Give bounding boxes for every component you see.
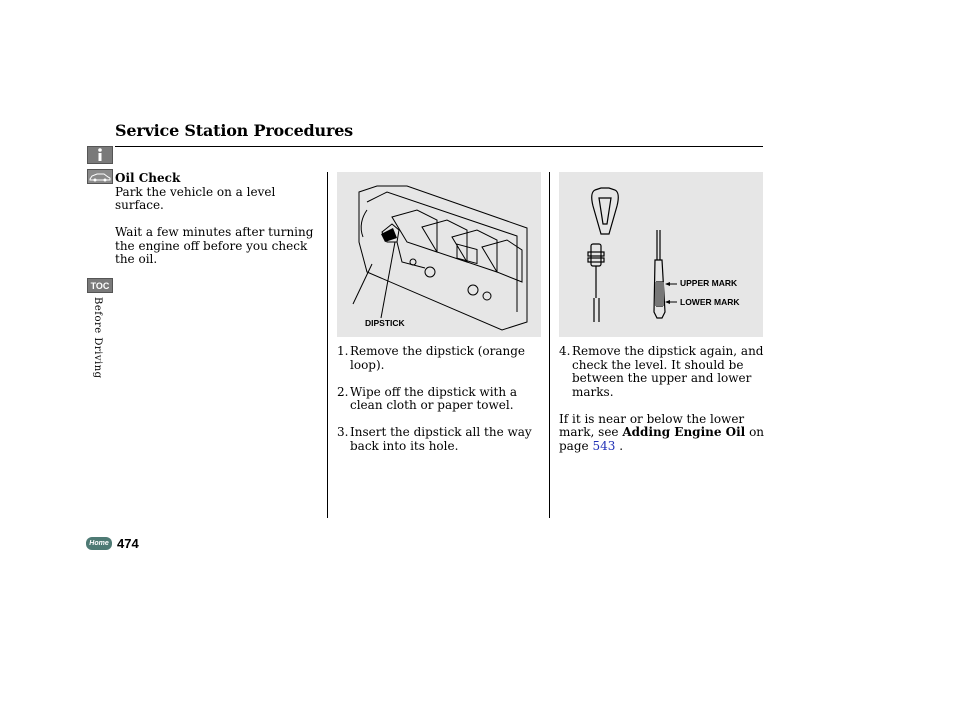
page-link[interactable]: 543	[592, 438, 616, 453]
section-label: Before Driving	[92, 297, 103, 379]
note-paragraph	[559, 413, 764, 454]
steps-list	[337, 345, 547, 467]
step-text: Insert the dipstick all the way back into its hole.	[350, 425, 532, 453]
step-item	[559, 345, 764, 399]
info-icon[interactable]	[87, 146, 113, 164]
step-number: 1.	[337, 344, 349, 358]
step-item	[337, 386, 547, 413]
intro-paragraph-2: Wait a few minutes after turning the engine off before you check the oil.	[115, 225, 314, 266]
toc-label: TOC	[90, 280, 110, 291]
engine-illustration	[337, 172, 541, 337]
dipstick-illustration	[559, 172, 763, 337]
column-divider	[327, 172, 328, 518]
column-divider	[549, 172, 550, 518]
page-number: 474	[117, 536, 139, 551]
vehicle-icon[interactable]	[87, 169, 113, 184]
dipstick-marks-figure	[559, 172, 763, 337]
step-text: Remove the dipstick again, and check the level. It should be between the upper and lower marks.	[572, 344, 764, 399]
section-heading: Oil Check	[115, 171, 181, 185]
note-suffix: .	[619, 438, 624, 453]
step-item	[337, 426, 547, 453]
step-item	[337, 345, 547, 372]
dipstick-label: DIPSTICK	[365, 318, 405, 328]
note-prefix: If it is near or below the lower mark, see	[559, 411, 745, 439]
level-band	[655, 282, 664, 306]
engine-dipstick-figure	[337, 172, 541, 337]
page-title: Service Station Procedures	[115, 121, 353, 140]
toc-button[interactable]	[87, 278, 113, 293]
lower-mark-label: LOWER MARK	[680, 297, 740, 307]
step-text: Wipe off the dipstick with a clean cloth or paper towel.	[350, 384, 518, 412]
intro-block	[115, 172, 320, 267]
home-button[interactable]	[86, 537, 112, 550]
step-number: 3.	[337, 425, 349, 439]
step-number: 4.	[559, 344, 571, 358]
note-bold-ref: Adding Engine Oil	[622, 425, 746, 439]
note-mid: on page	[559, 425, 765, 453]
home-label: Home	[89, 540, 109, 547]
step-number: 2.	[337, 384, 349, 399]
upper-mark-label: UPPER MARK	[680, 278, 738, 288]
step-text: Remove the dipstick (orange loop).	[350, 344, 526, 372]
steps-list-continued	[559, 345, 764, 453]
title-rule	[115, 146, 763, 147]
intro-paragraph-1: Park the vehicle on a level surface.	[115, 184, 276, 212]
